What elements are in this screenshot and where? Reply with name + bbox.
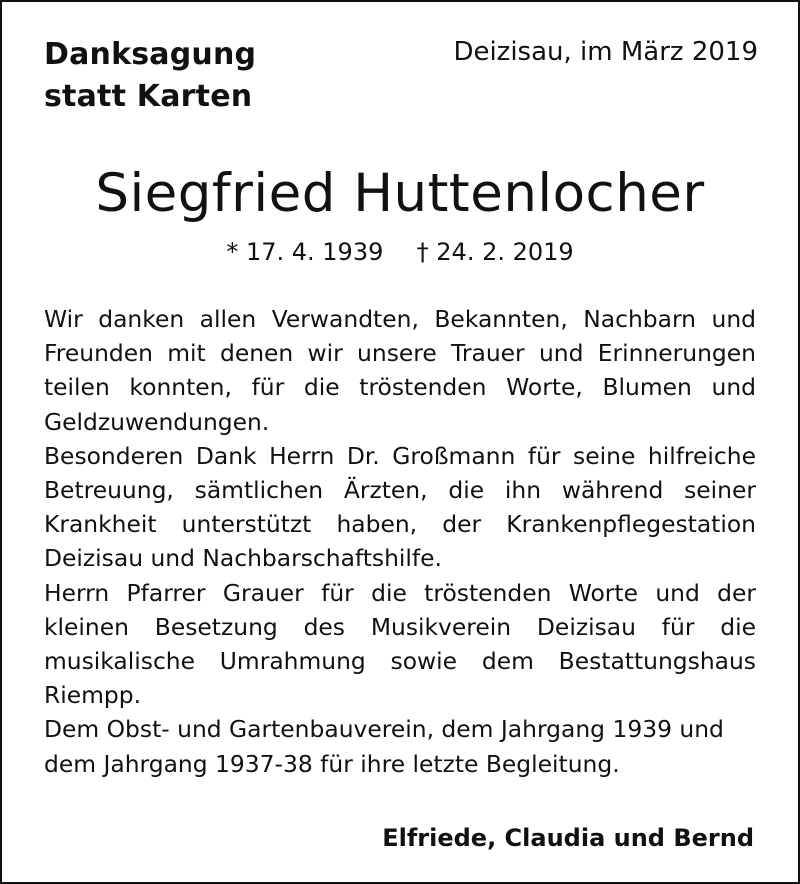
paragraph-doctors: Besonderen Dank Herrn Dr. Großmann für seine hilfreiche Betreuung, sämtlichen Ärzten, die ihn während seiner Krankheit unterstützt haben, der Krankenpflegestation Deizisau und Nachbarschaftshilfe. [44, 441, 756, 573]
paragraph-pastor: Herrn Pfarrer Grauer für die tröstenden Worte und der kleinen Besetzung des Musikverein Deizisau für die musikalische Umrahmung sowie dem Bestattungshaus Riempp. [44, 578, 756, 710]
birth-symbol: * [226, 238, 239, 266]
death-symbol: † [416, 238, 429, 266]
birth-date: 17. 4. 1939 [245, 238, 384, 266]
notice-heading [44, 34, 256, 118]
thank-you-text [44, 302, 756, 781]
heading-line-2: statt Karten [44, 79, 253, 114]
life-dates [2, 236, 798, 268]
paragraph-relatives: Wir danken allen Verwandten, Bekannten, Nachbarn und Freunden mit denen wir unsere Trauer und Erinnerungen teilen konnten, für die tröstenden Worte, Blumen und Geldzuwendungen. [44, 305, 756, 436]
deceased-name: Siegfried Huttenlocher [95, 163, 705, 224]
heading-line-1: Danksagung [44, 37, 257, 72]
signature: Elfriede, Claudia und Bernd [382, 824, 754, 852]
paragraph-associations: Dem Obst- und Gartenbauverein, dem Jahrgang 1939 und dem Jahrgang 1937-38 für ihre letzte Begleitung. [44, 715, 724, 778]
death-date: 24. 2. 2019 [436, 238, 574, 266]
place-date: Deizisau, im März 2019 [453, 37, 758, 67]
